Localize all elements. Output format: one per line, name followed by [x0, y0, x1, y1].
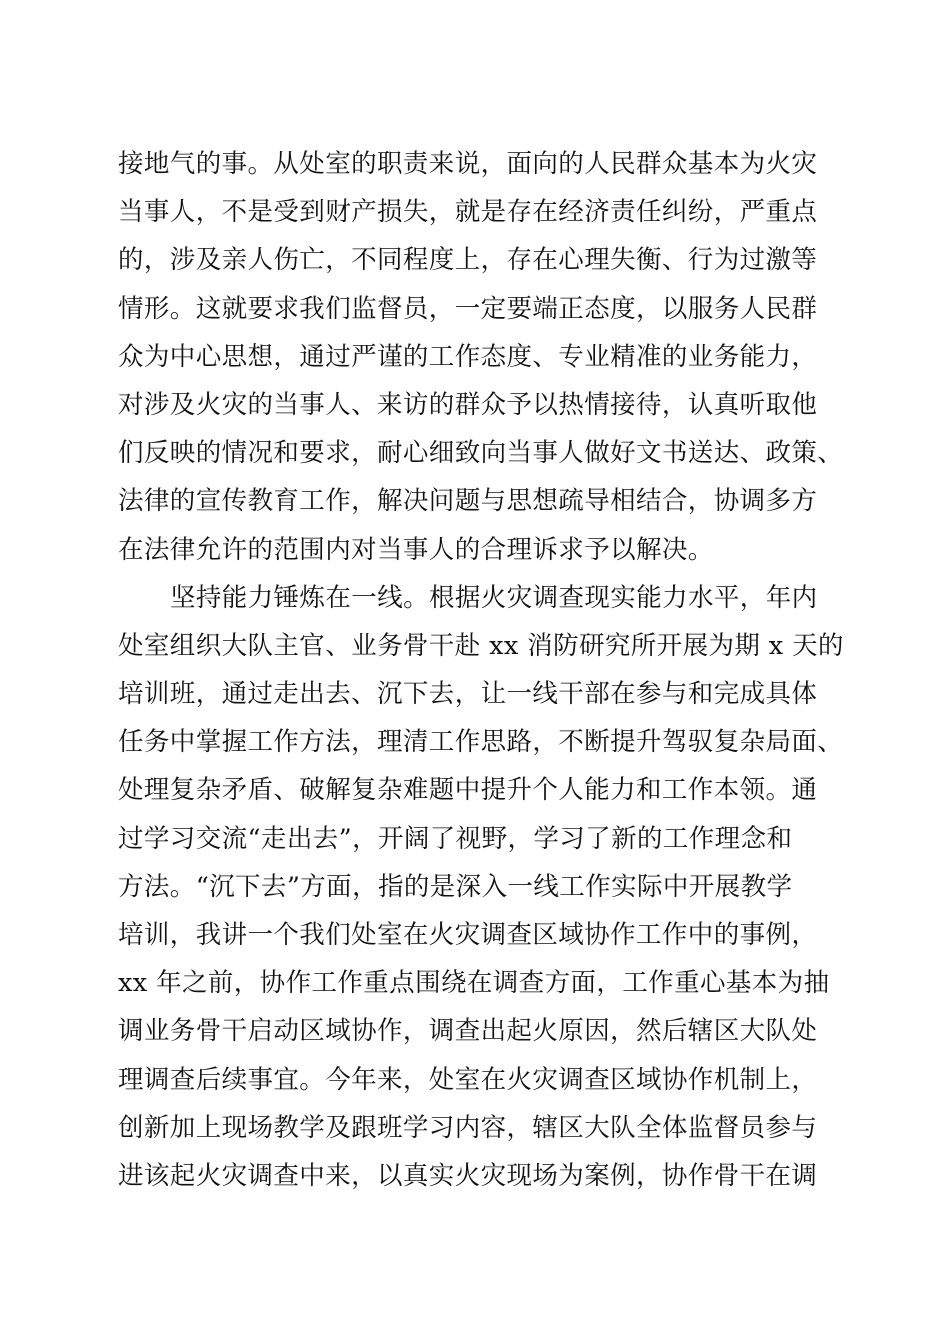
- text-line: 处室组织大队主官、业务骨干赴 xx 消防研究所开展为期 x 天的: [118, 630, 844, 661]
- document-body: [118, 140, 844, 1200]
- text-line: 创新加上现场教学及跟班学习内容，辖区大队全体监督员参与: [118, 1112, 818, 1143]
- text-line: 坚持能力锤炼在一线。根据火灾调查现实能力水平，年内: [170, 582, 818, 613]
- text-line: 法律的宣传教育工作，解决问题与思想疏导相结合，协调多方: [118, 486, 818, 517]
- text-line: 培训，我讲一个我们处室在火灾调查区域协作工作中的事例，: [118, 920, 818, 950]
- text-line: 理调查后续事宜。今年来，处室在火灾调查区域协作机制上，: [118, 1064, 818, 1095]
- text-line: 接地气的事。从处室的职责来说，面向的人民群众基本为火灾: [118, 149, 818, 179]
- text-line: 情形。这就要求我们监督员，一定要端正态度，以服务人民群: [118, 293, 818, 324]
- text-line: 当事人，不是受到财产损失，就是存在经济责任纠纷，严重点: [118, 197, 818, 228]
- text-line: 培训班，通过走出去、沉下去，让一线干部在参与和完成具体: [118, 679, 818, 710]
- paragraph-2: [118, 574, 844, 1200]
- text-line: 方法。“沉下去”方面，指的是深入一线工作实际中开展教学: [118, 871, 793, 902]
- text-line: 处理复杂矛盾、破解复杂难题中提升个人能力和工作本领。通: [118, 775, 818, 806]
- text-line: xx 年之前，协作工作重点围绕在调查方面，工作重心基本为抽: [118, 968, 830, 999]
- text-line: 众为中心思想，通过严谨的工作态度、专业精准的业务能力，: [118, 341, 818, 372]
- text-line: 任务中掌握工作方法，理清工作思路，不断提升驾驭复杂局面、: [118, 727, 844, 758]
- text-line: 的，涉及亲人伤亡，不同程度上，存在心理失衡、行为过激等: [118, 245, 818, 276]
- paragraph-1: [118, 140, 844, 574]
- text-line: 过学习交流“走出去”，开阔了视野，学习了新的工作理念和: [118, 823, 793, 854]
- text-line: 们反映的情况和要求，耐心细致向当事人做好文书送达、政策、: [118, 438, 844, 469]
- text-line: 调业务骨干启动区域协作，调查出起火原因，然后辖区大队处: [118, 1016, 818, 1047]
- text-line: 进该起火灾调查中来，以真实火灾现场为案例，协作骨干在调: [118, 1160, 818, 1191]
- text-line: 对涉及火灾的当事人、来访的群众予以热情接待，认真听取他: [118, 389, 818, 420]
- text-line: 在法律允许的范围内对当事人的合理诉求予以解决。: [118, 534, 714, 565]
